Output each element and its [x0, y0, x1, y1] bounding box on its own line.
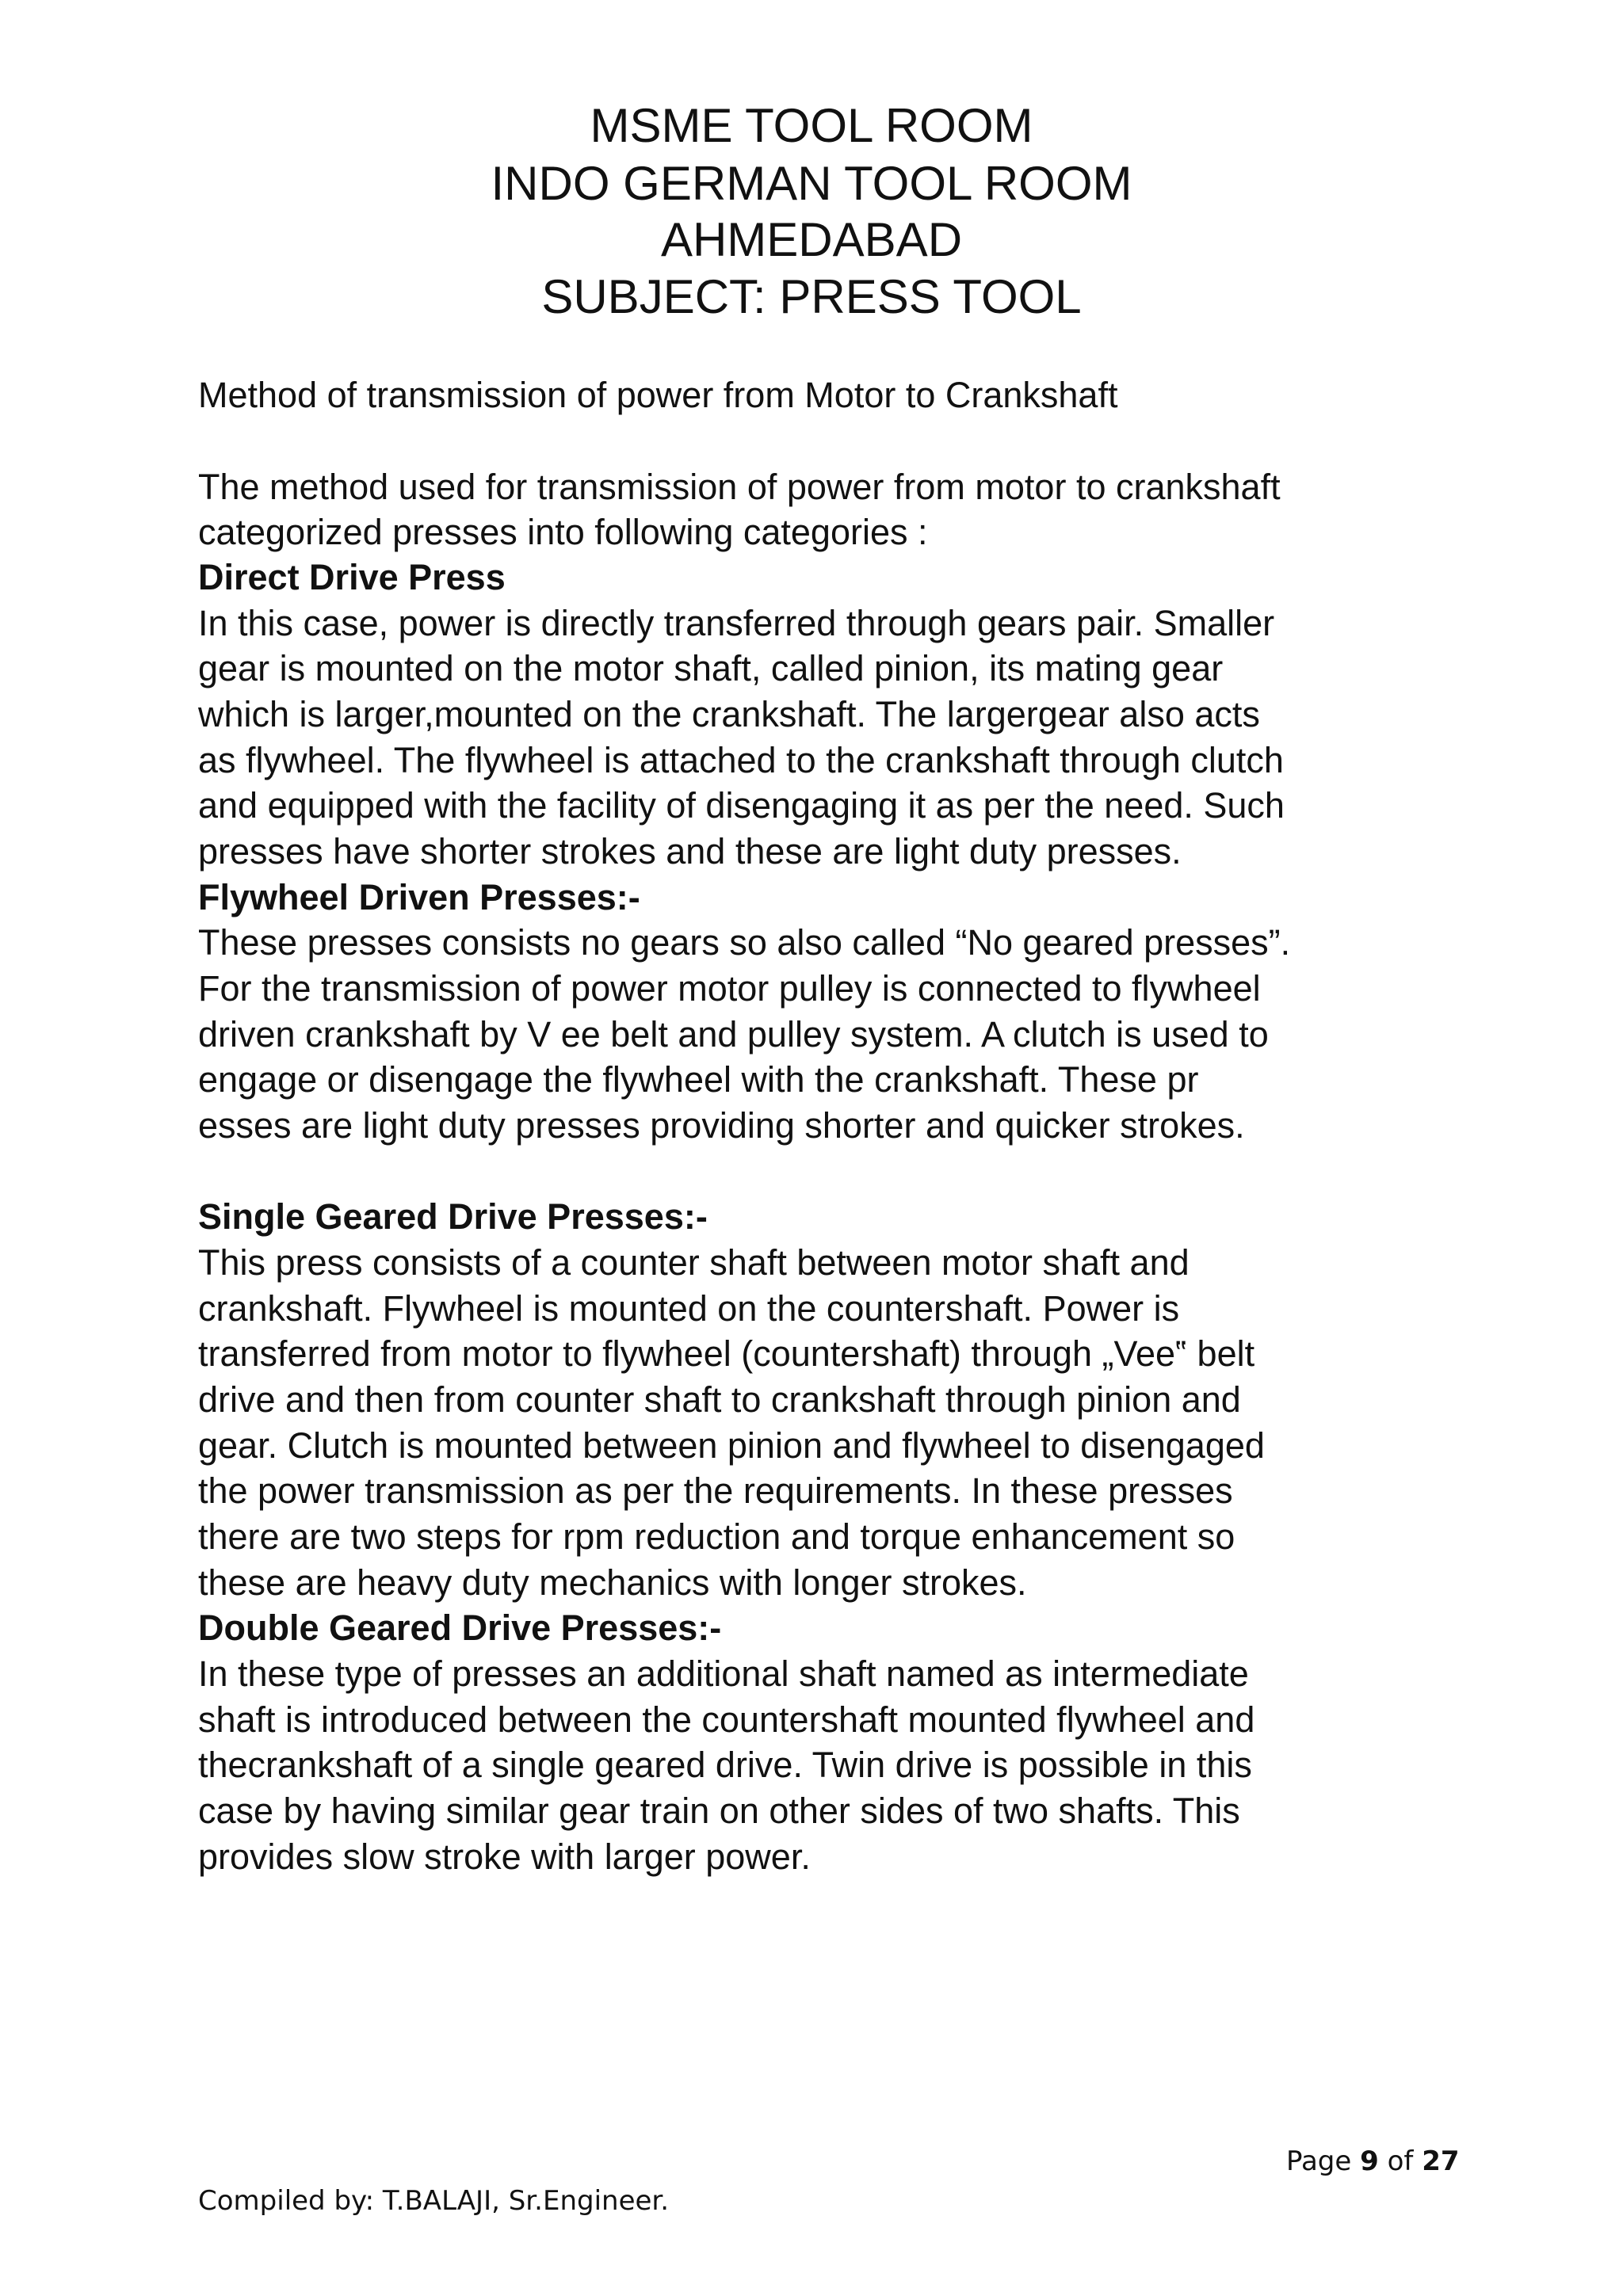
header-line-4: SUBJECT: PRESS TOOL — [541, 270, 1082, 323]
paragraph-line: which is larger,mounted on the crankshaft. The largergear also acts — [198, 694, 1260, 734]
paragraph-line: categorized presses into following categories : — [198, 512, 928, 552]
compiled-by: Compiled by: T.BALAJI, Sr.Engineer. — [198, 2185, 670, 2217]
paragraph-line: esses are light duty presses providing shorter and quicker strokes. — [198, 1105, 1245, 1146]
paragraph-line: these are heavy duty mechanics with longer strokes. — [198, 1562, 1027, 1603]
section-heading-single-geared: Single Geared Drive Presses:- — [198, 1196, 708, 1237]
header-line-3: AHMEDABAD — [660, 213, 963, 266]
section-heading-double-geared: Double Geared Drive Presses:- — [198, 1608, 722, 1648]
section-heading-flywheel-driven: Flywheel Driven Presses:- — [198, 877, 640, 917]
paragraph-line: gear is mounted on the motor shaft, called pinion, its mating gear — [198, 648, 1224, 688]
paragraph-line: In this case, power is directly transferred through gears pair. Smaller — [198, 603, 1275, 643]
section-title: Method of transmission of power from Motor to Crankshaft — [198, 375, 1118, 415]
paragraph-line: shaft is introduced between the countershaft mounted flywheel and — [198, 1699, 1255, 1740]
page-number-total: 27 — [1422, 2145, 1460, 2177]
paragraph-line: provides slow stroke with larger power. — [198, 1836, 811, 1877]
paragraph-line: This press consists of a counter shaft between motor shaft and — [198, 1242, 1190, 1283]
paragraph-line: the power transmission as per the requirements. In these presses — [198, 1470, 1233, 1511]
page-number-current: 9 — [1360, 2145, 1379, 2177]
paragraph-line: These presses consists no gears so also called “No geared presses”. — [198, 922, 1291, 963]
paragraph-line: thecrankshaft of a single geared drive. Twin drive is possible in this — [198, 1745, 1252, 1785]
page-number-label: Page — [1286, 2145, 1352, 2177]
paragraph-line: The method used for transmission of power from motor to crankshaft — [198, 467, 1281, 507]
paragraph-line: crankshaft. Flywheel is mounted on the countershaft. Power is — [198, 1288, 1180, 1329]
paragraph-line: as flywheel. The flywheel is attached to the crankshaft through clutch — [198, 740, 1284, 780]
section-heading-direct-drive: Direct Drive Press — [198, 557, 506, 597]
paragraph-line: and equipped with the facility of disengaging it as per the need. Such — [198, 785, 1285, 826]
paragraph-line: engage or disengage the flywheel with the crankshaft. These pr — [198, 1059, 1199, 1100]
paragraph-line: driven crankshaft by V ee belt and pulley system. A clutch is used to — [198, 1014, 1269, 1055]
header-line-2: INDO GERMAN TOOL ROOM — [491, 157, 1132, 210]
paragraph-line: transferred from motor to flywheel (countershaft) through „Vee‟ belt — [198, 1333, 1255, 1374]
page-number — [1286, 2145, 1460, 2177]
paragraph-line: In these type of presses an additional shaft named as intermediate — [198, 1653, 1249, 1694]
paragraph-line: presses have shorter strokes and these are light duty presses. — [198, 831, 1182, 871]
paragraph-line: For the transmission of power motor pulley is connected to flywheel — [198, 968, 1261, 1009]
paragraph-line: drive and then from counter shaft to crankshaft through pinion and — [198, 1379, 1241, 1420]
header-line-1: MSME TOOL ROOM — [590, 99, 1033, 152]
paragraph-line: case by having similar gear train on other sides of two shafts. This — [198, 1791, 1240, 1831]
paragraph-line: gear. Clutch is mounted between pinion and flywheel to disengaged — [198, 1425, 1265, 1466]
paragraph-line: there are two steps for rpm reduction and torque enhancement so — [198, 1516, 1235, 1557]
page-number-of: of — [1387, 2145, 1414, 2177]
